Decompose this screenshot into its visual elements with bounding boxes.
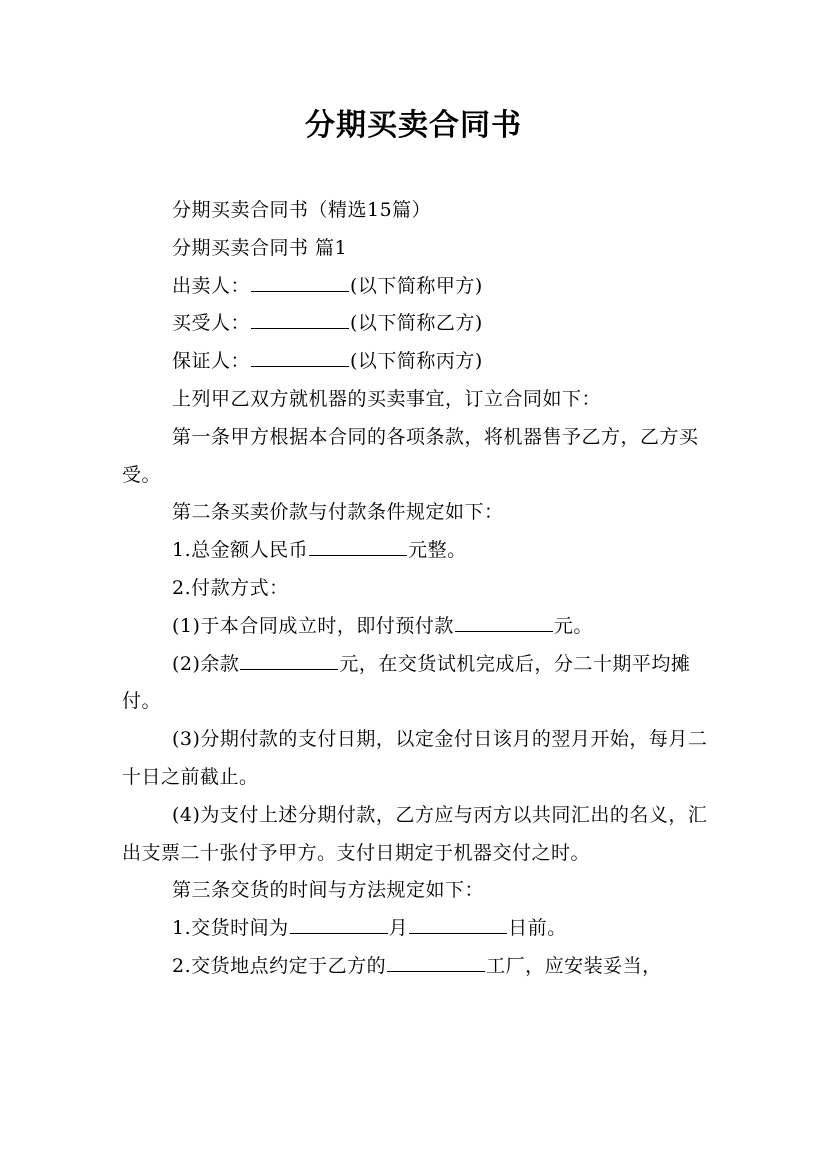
paragraph <box>122 381 722 419</box>
paragraph-text: 工厂，应安装妥当， <box>486 954 662 977</box>
document-title: 分期买卖合同书 <box>305 108 522 143</box>
paragraph-text: 元。 <box>553 614 593 637</box>
fill-in-blank <box>387 949 485 972</box>
paragraph-text: 2.交货地点约定于乙方的 <box>172 954 387 977</box>
paragraph-text: 分期买卖合同书（精选15篇） <box>172 199 432 221</box>
paragraph <box>122 343 722 381</box>
paragraph-text: 月 <box>388 917 409 940</box>
paragraph <box>122 570 722 608</box>
paragraph-text: 1.总金额人民币 <box>172 539 309 562</box>
paragraph-text: 买受人： <box>172 312 251 335</box>
paragraph-text: (2)余款 <box>172 652 240 675</box>
paragraph <box>122 721 722 797</box>
paragraph-text: (4)为支付上述分期付款，乙方应与丙方以共同汇出的名义，汇出支票二十张付予甲方。支付日期定于机器交付之时。 <box>122 803 708 864</box>
paragraph-text: 出卖人： <box>172 274 251 297</box>
paragraph-text: (以下简称丙方) <box>350 350 483 373</box>
paragraph-text: 元，在交货试机完成后，分二十期平均摊付。 <box>122 652 691 713</box>
paragraph-text: 1.交货时间为 <box>172 917 289 940</box>
paragraph <box>122 494 722 532</box>
paragraph <box>122 305 722 343</box>
paragraph-text: (3)分期付款的支付日期，以定金付日该月的翌月开始，每月二十日之前截止。 <box>122 728 708 788</box>
fill-in-blank <box>251 344 349 367</box>
fill-in-blank <box>251 269 349 292</box>
fill-in-blank <box>290 911 388 934</box>
paragraph-text: 元整。 <box>408 539 467 562</box>
fill-in-blank <box>240 647 338 670</box>
paragraph <box>122 532 722 570</box>
paragraph-text: 第二条买卖价款与付款条件规定如下： <box>172 501 504 524</box>
paragraph <box>122 419 722 495</box>
paragraph <box>122 192 722 230</box>
paragraph-text: 2.付款方式： <box>172 576 289 599</box>
paragraph <box>122 646 722 722</box>
paragraph-text: (1)于本合同成立时，即付预付款 <box>172 614 454 637</box>
paragraph <box>122 872 722 910</box>
paragraph-text: (以下简称乙方) <box>350 312 483 335</box>
paragraph <box>122 608 722 646</box>
paragraph <box>122 797 722 873</box>
fill-in-blank <box>455 609 553 632</box>
paragraph-text: 第三条交货的时间与方法规定如下： <box>172 879 485 902</box>
paragraph <box>122 948 722 986</box>
paragraph-text: 上列甲乙双方就机器的买卖事宜，订立合同如下： <box>172 387 602 410</box>
paragraph-text: 第一条甲方根据本合同的各项条款，将机器售予乙方，乙方买受。 <box>122 425 699 486</box>
fill-in-blank <box>309 533 407 556</box>
paragraph <box>122 268 722 306</box>
paragraph <box>122 910 722 948</box>
paragraph-text: (以下简称甲方) <box>350 274 483 297</box>
fill-in-blank <box>409 911 507 934</box>
paragraph-text: 分期买卖合同书 篇1 <box>172 236 348 259</box>
document-body <box>122 192 722 986</box>
paragraph <box>122 230 722 268</box>
paragraph-text: 日前。 <box>508 917 567 940</box>
paragraph-text: 保证人： <box>172 350 251 373</box>
fill-in-blank <box>251 306 349 329</box>
